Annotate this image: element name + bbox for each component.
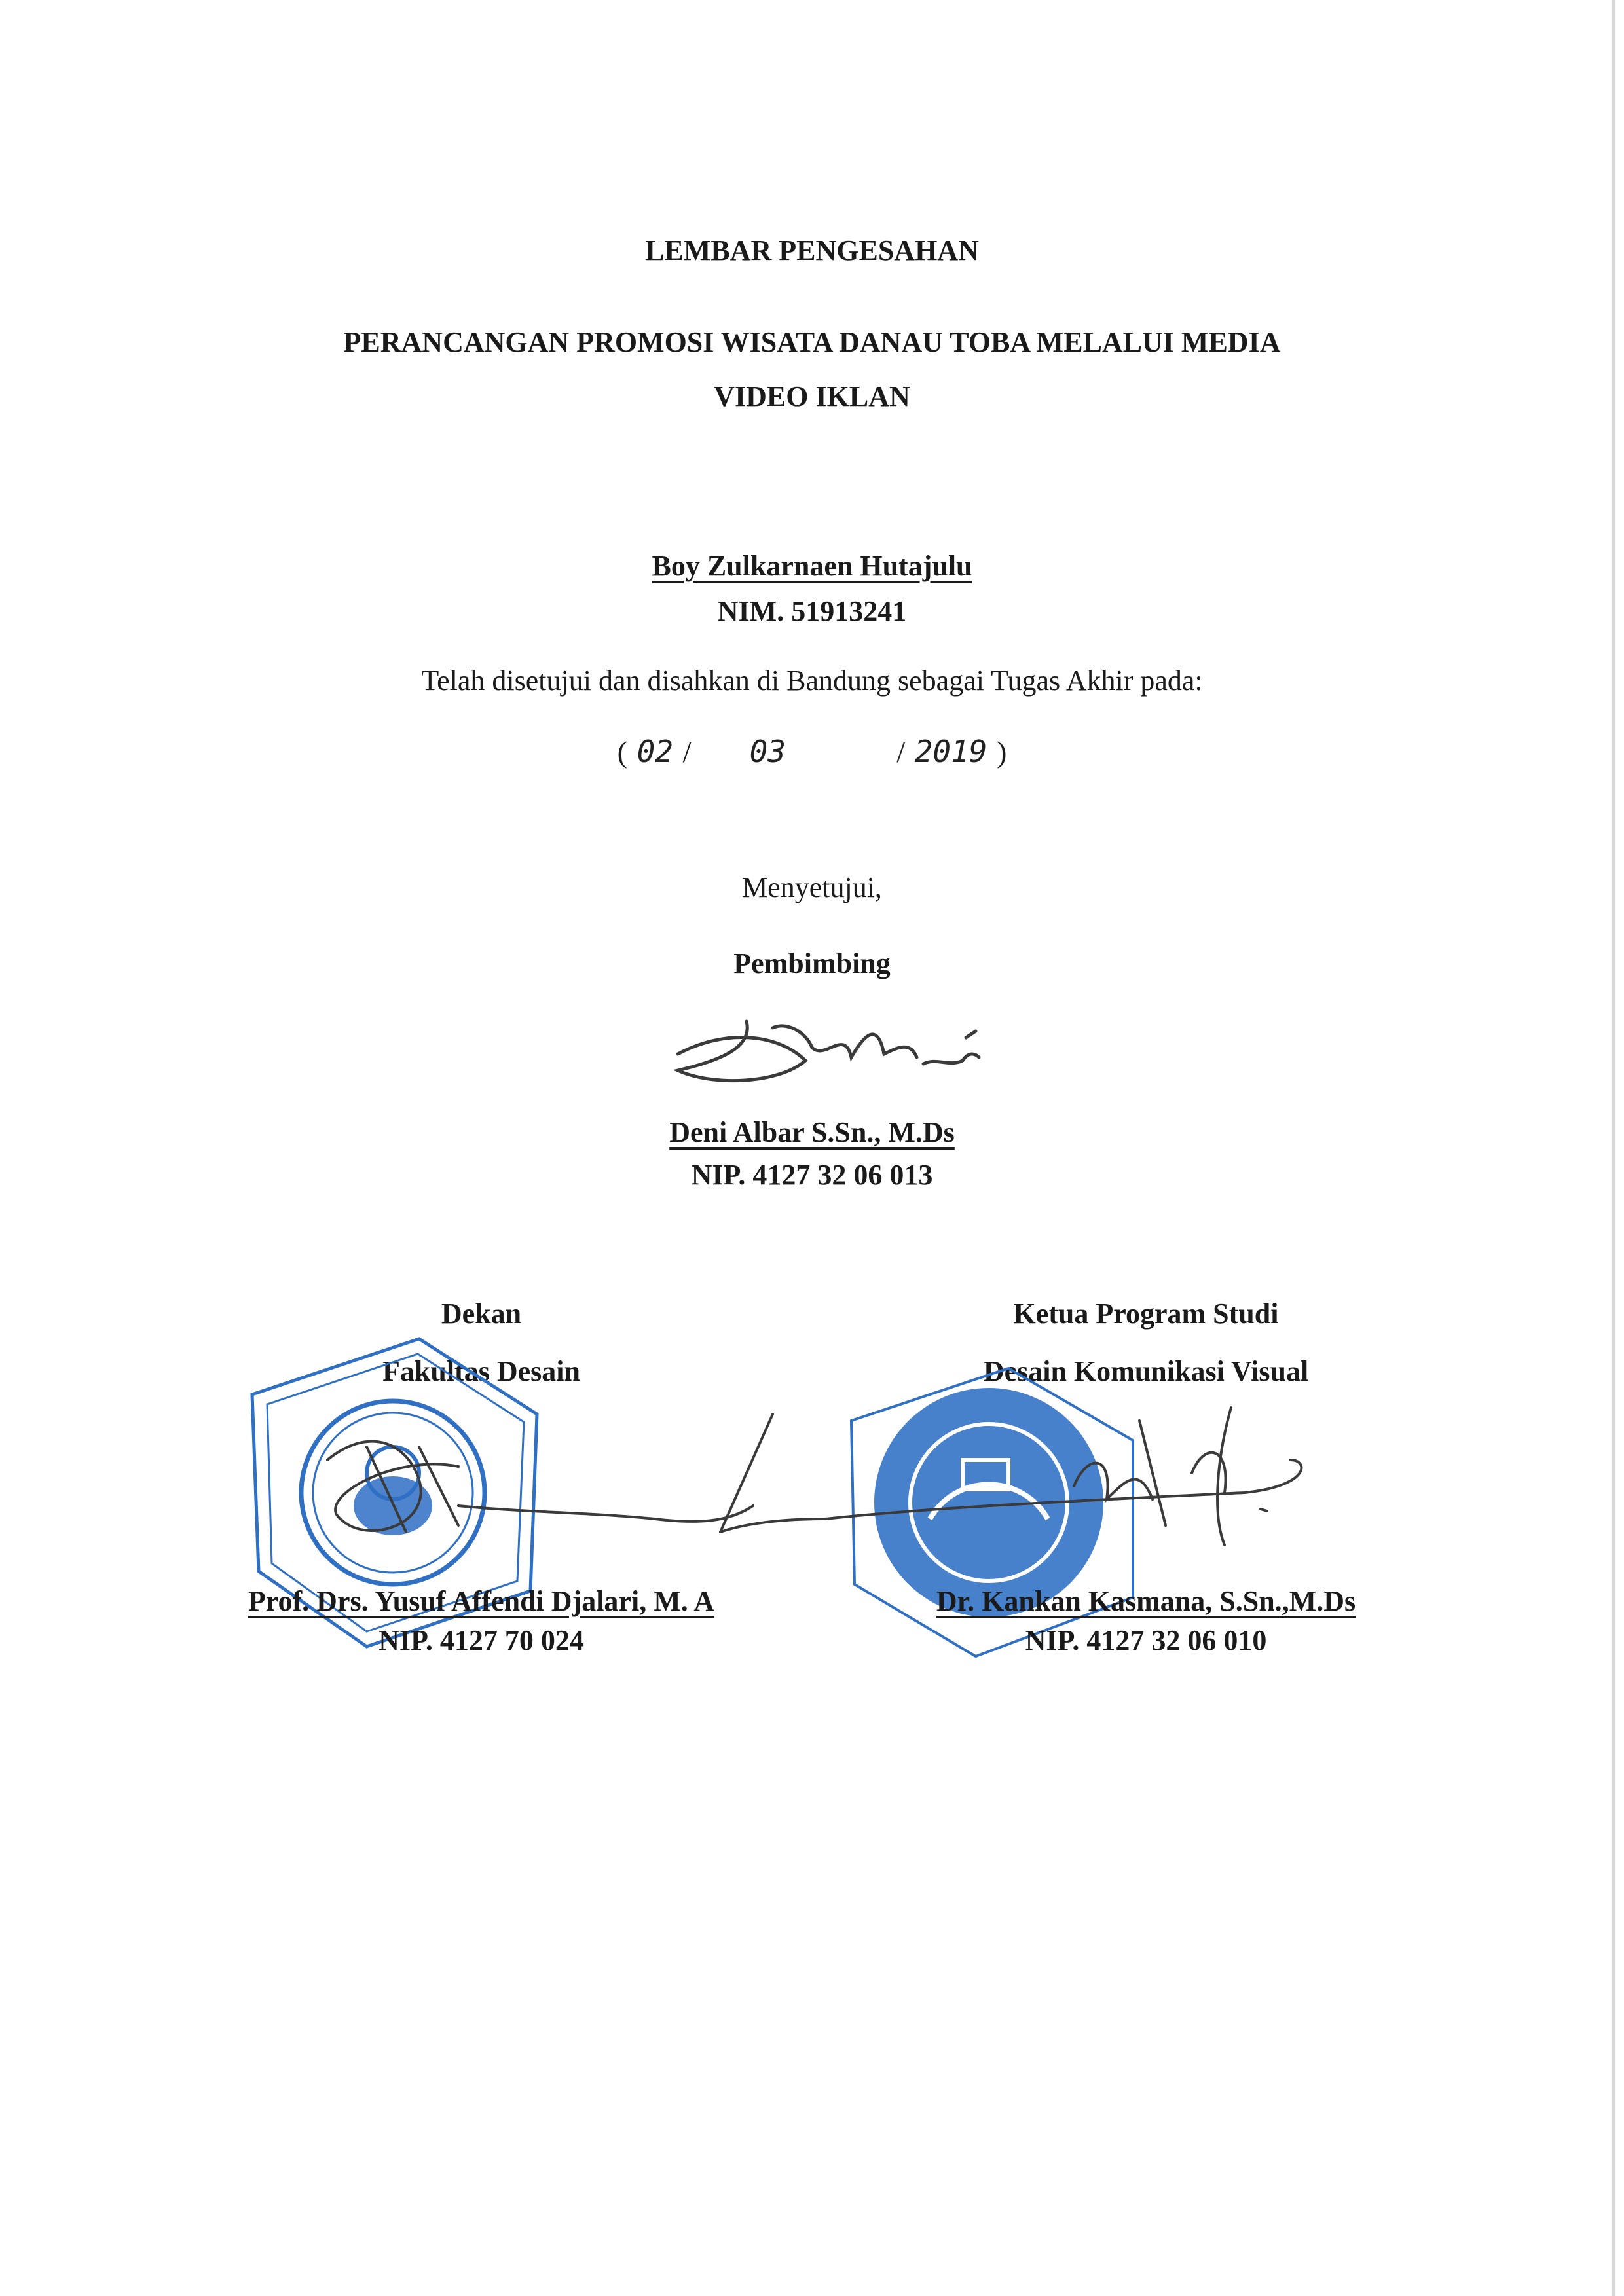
program-head-nip: NIP. 4127 32 06 010: [1025, 1624, 1267, 1656]
title-line-1: PERANCANGAN PROMOSI WISATA DANAU TOBA MELALUI MEDIA: [343, 326, 1281, 358]
approved-label: Menyetujui,: [742, 871, 882, 903]
program-head-role: Ketua Program Studi: [1013, 1298, 1279, 1330]
student-name: Boy Zulkarnaen Hutajulu: [652, 550, 972, 582]
approval-date: ( 02 / 03 / 2019 ): [617, 734, 1007, 769]
date-day: 02: [637, 734, 673, 769]
advisor-signature: [678, 1021, 979, 1081]
date-year: 2019: [914, 734, 987, 769]
date-month: 03: [749, 734, 786, 769]
program-head-name: Dr. Kankan Kasmana, S.Sn.,M.Ds: [936, 1585, 1356, 1617]
dean-nip: NIP. 4127 70 024: [378, 1624, 584, 1656]
advisor-name: Deni Albar S.Sn., M.Ds: [669, 1116, 955, 1148]
dean-name: Prof. Drs. Yusuf Affendi Djalari, M. A: [248, 1585, 715, 1617]
page-heading: LEMBAR PENGESAHAN: [645, 234, 979, 266]
approval-statement: Telah disetujui dan disahkan di Bandung sebagai Tugas Akhir pada:: [421, 665, 1203, 697]
dean-role: Dekan: [441, 1298, 522, 1330]
student-nim: NIM. 51913241: [717, 595, 907, 627]
title-line-2: VIDEO IKLAN: [714, 380, 910, 412]
dean-unit: Fakultas Desain: [382, 1355, 580, 1387]
advisor-nip: NIP. 4127 32 06 013: [691, 1159, 933, 1191]
program-head-unit: Desain Komunikasi Visual: [983, 1355, 1309, 1387]
advisor-role: Pembimbing: [733, 947, 891, 979]
